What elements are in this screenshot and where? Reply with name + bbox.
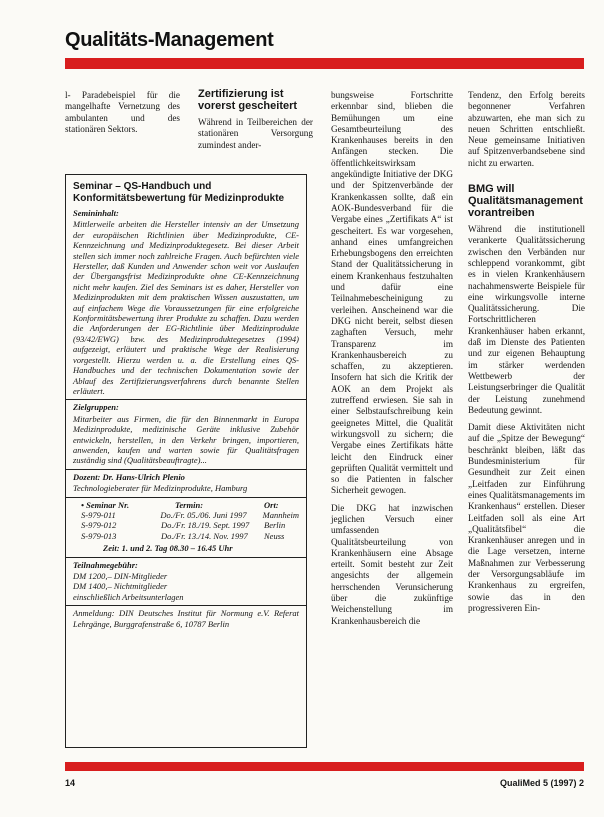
box-divider (66, 469, 306, 470)
col4-paragraph-2: Während die institutionell verankerte Qualitätssicherung zwischen den Verbänden nur schleppend vorankommt, gibt es in vielen Krankenhäusern nachahmenswerte Beispiele für eine wirkungsvolle interne Qualitätssicherung. Die Fortschrittlicheren Krankenhäuser haben erkannt, daß im Dienste des Patienten und zur eigenen Behauptung im stärker werdenden Wettbewerb der Leistungserbringer die Qualität der Leistung zunehmend Bedeutung gewinnt. (468, 224, 585, 415)
dozent-label: Dozent: Dr. Hans-Ulrich Plenio (73, 471, 185, 482)
seminar-termin: Do./Fr. 05./06. Juni 1997 (160, 509, 247, 520)
section-heading-bmg: BMG will Qualitätsmanagement vorantreiben (468, 183, 583, 220)
box-divider (66, 399, 306, 400)
zielgruppen-label: Zielgruppen: (73, 402, 119, 413)
box-divider (66, 605, 306, 606)
seminar-termin-header: Termin: (175, 499, 204, 510)
seminar-inhalt-label: Semininhalt: (73, 208, 119, 218)
seminar-ort: Berlin (264, 520, 286, 531)
seminar-inhalt-text: Mittlerweile arbeiten die Hersteller intensiv an der Umsetzung der europäischen Richtlinien über Medizinprodukte, CE-Kennzeichnung und Medizinproduktegesetz. Bei dieser Arbeit stellen sich immer noch zahlreiche Fragen. Auch befürchten viele Hersteller, daß Kunden und Anwender schon weit vor Auslaufen der Übergangsfrist Medizinprodukte ohne CE-Kennzeichnung nicht mehr kaufen. Ziel des Seminars ist es daher, Hersteller von Medizinprodukten mit dem praktischen Wissen auszustatten, um auf einfachem Wege die Voraussetzungen für eine erfolgreiche Konformitätsbewertung ihrer Produkte zu schaffen. Dazu werden die Anforderungen der EG-Richtlinie über Medizinprodukte (93/42/EWG) bzw. des Medizinproduktegesetzes (1994) aufgezeigt, erläutert und praktische Wege der Realisierung vorgestellt. Hierzu werden u. a. die Erstellung eines QS-Handbuches und der technischen Dokumentation sowie der Ablauf des Zertifizierungsverfahrens durch benannte Stellen erläutert. (73, 219, 299, 396)
section-heading-zertifizierung: Zertifizierung ist vorerst gescheitert (198, 88, 298, 112)
gebuehr-line: DM 1400,– Nichtmitglieder (73, 581, 168, 592)
page-number: 14 (65, 778, 76, 788)
seminar-nr: S-979-011 (81, 509, 116, 520)
seminar-nr: S-979-013 (81, 530, 117, 541)
box-divider (66, 497, 306, 498)
seminar-nr-header: • Seminar Nr. (81, 499, 130, 510)
seminar-ort-header: Ort: (264, 499, 279, 510)
seminar-table-header (73, 500, 299, 510)
gebuehr-line: DM 1200,– DIN-Mitglieder (73, 571, 168, 581)
box-divider (66, 557, 306, 558)
page-title: Qualitäts-Management (65, 29, 274, 51)
seminar-row (73, 531, 299, 541)
seminar-termin: Do./Fr. 18./19. Sept. 1997 (161, 520, 250, 531)
zielgruppen-text: Mitarbeiter aus Firmen, die für den Binnenmarkt in Europa Medizinprodukte, medizinische Geräte inklusive Zubehör entwickeln, herstellen, in den Verkehr bringen, importieren, anwenden, kaufen und warten sowie für Qualitätsfragen zuständig sind (Qualitätsbeauftragte)... (73, 413, 299, 466)
col2-paragraph: Während in Teilbereichen der stationären Versorgung zumindest ander- (198, 117, 313, 150)
gebuehr-label: Teilnahmegebühr: (73, 559, 138, 570)
seminar-termin: Do./Fr. 13./14. Nov. 1997 (161, 530, 248, 541)
seminar-nr: S-979-012 (81, 520, 117, 531)
seminar-ort: Neuss (264, 530, 285, 541)
column-4 (468, 90, 585, 617)
seminar-ort: Mannheim (262, 509, 299, 520)
column-2-top (198, 88, 313, 154)
seminar-row (73, 510, 299, 520)
seminar-zeit: Zeit: 1. und 2. Tag 08.30 – 16.45 Uhr (103, 543, 233, 554)
anmeldung-text: Anmeldung: DIN Deutsches Institut für Normung e.V. Referat Lehrgänge, Burggrafenstraße 6, 10787 Berlin (73, 608, 299, 629)
seminar-title: Seminar – QS-Handbuch und Konformitätsbewertung für Medizinprodukte (73, 181, 285, 204)
seminar-row (73, 520, 299, 530)
journal-citation: QualiMed 5 (1997) 2 (499, 778, 584, 788)
footer-rule (65, 762, 584, 771)
column-3 (331, 90, 453, 630)
col4-paragraph-1: Tendenz, den Erfolg bereits begonnener Verfahren abzuwarten, ehe man sich zu neuen Schritten entschließt. Neue gemeinsame Initiativen auf Spitzenverbandsebene sind nicht zu erwarten. (468, 90, 585, 168)
col3-paragraph-1: bungsweise Fortschritte erkennbar sind, blieben die Bemühungen um eine Gesamtbeurteilung des Krankenhauses bereits in den Anfängen stecken. Die öffentlichkeitswirksam angekündigte Initiative der DKG und der Spitzenverbände der Krankenkassen sollte, daß ein AOK-Bundesverband für die Vergabe eines „Zertifikats A“ ist gescheitert. Es war vorgesehen, anhand eines umfangreichen Erhebungsbogens den erreichten Stand der Qualitätssicherung in einem Krankenhaus festzuhalten und dafür eine Teilnahmebescheinigung zu verleihen. Anscheinend war die DKG nicht bereit, selbst diesen zaghaften Versuch, mehr Transparenz im Krankenhausbereich zu schaffen, zu akzeptieren. Insofern hat sich die Kritik der AOK an dem Projekt als zutreffend erwiesen. Sie sah in einer Selbstaufschreibung kein geeignetes Mittel, die Qualität wirkungsvoll zu sichern; die Vergabe eines Zertifikats hätte leicht den Eindruck einer geprüften Qualität vermittelt und so die Patienten in falscher Sicherheit gewogen. (331, 90, 453, 496)
intro-paragraph: l- Paradebeispiel für die mangelhafte Vernetzung des ambulanten und des stationären Sektors. (65, 90, 180, 134)
column-1-intro (65, 90, 180, 138)
col4-paragraph-3: Damit diese Aktivitäten nicht auf die „Spitze der Bewegung“ beschränkt bleiben, läßt das Bundesministerium für Gesundheit zur Zeit einen „Leitfaden zur Einführung eines Qualitätsmanagements im Krankenhaus“ erstellen. Dieser Leitfaden soll als eine Art „Qualitätsfibel“ die Krankenhäuser anregen und in die Lage versetzen, interne Maßnahmen zur Verbesserung der Versorgungsabläufe im Krankenhaus zu ergreifen, sowie das in den progressiveren Ein- (468, 422, 585, 613)
gebuehr-line: einschließlich Arbeitsunterlagen (73, 591, 184, 602)
col3-paragraph-2: Die DKG hat inzwischen jeglichen Versuch einer umfassenden Qualitätsbeurteilung von Krankenhäusern eine Absage erteilt. Somit besteht zur Zeit angesichts der allgemein herrschenden Verunsicherung über die zukünftige Weichenstellung im Krankenhausbereich die (331, 502, 453, 626)
dozent-role: Technologieberater für Medizinprodukte, Hamburg (73, 483, 248, 494)
seminar-box (65, 174, 307, 748)
header-rule (65, 58, 584, 69)
